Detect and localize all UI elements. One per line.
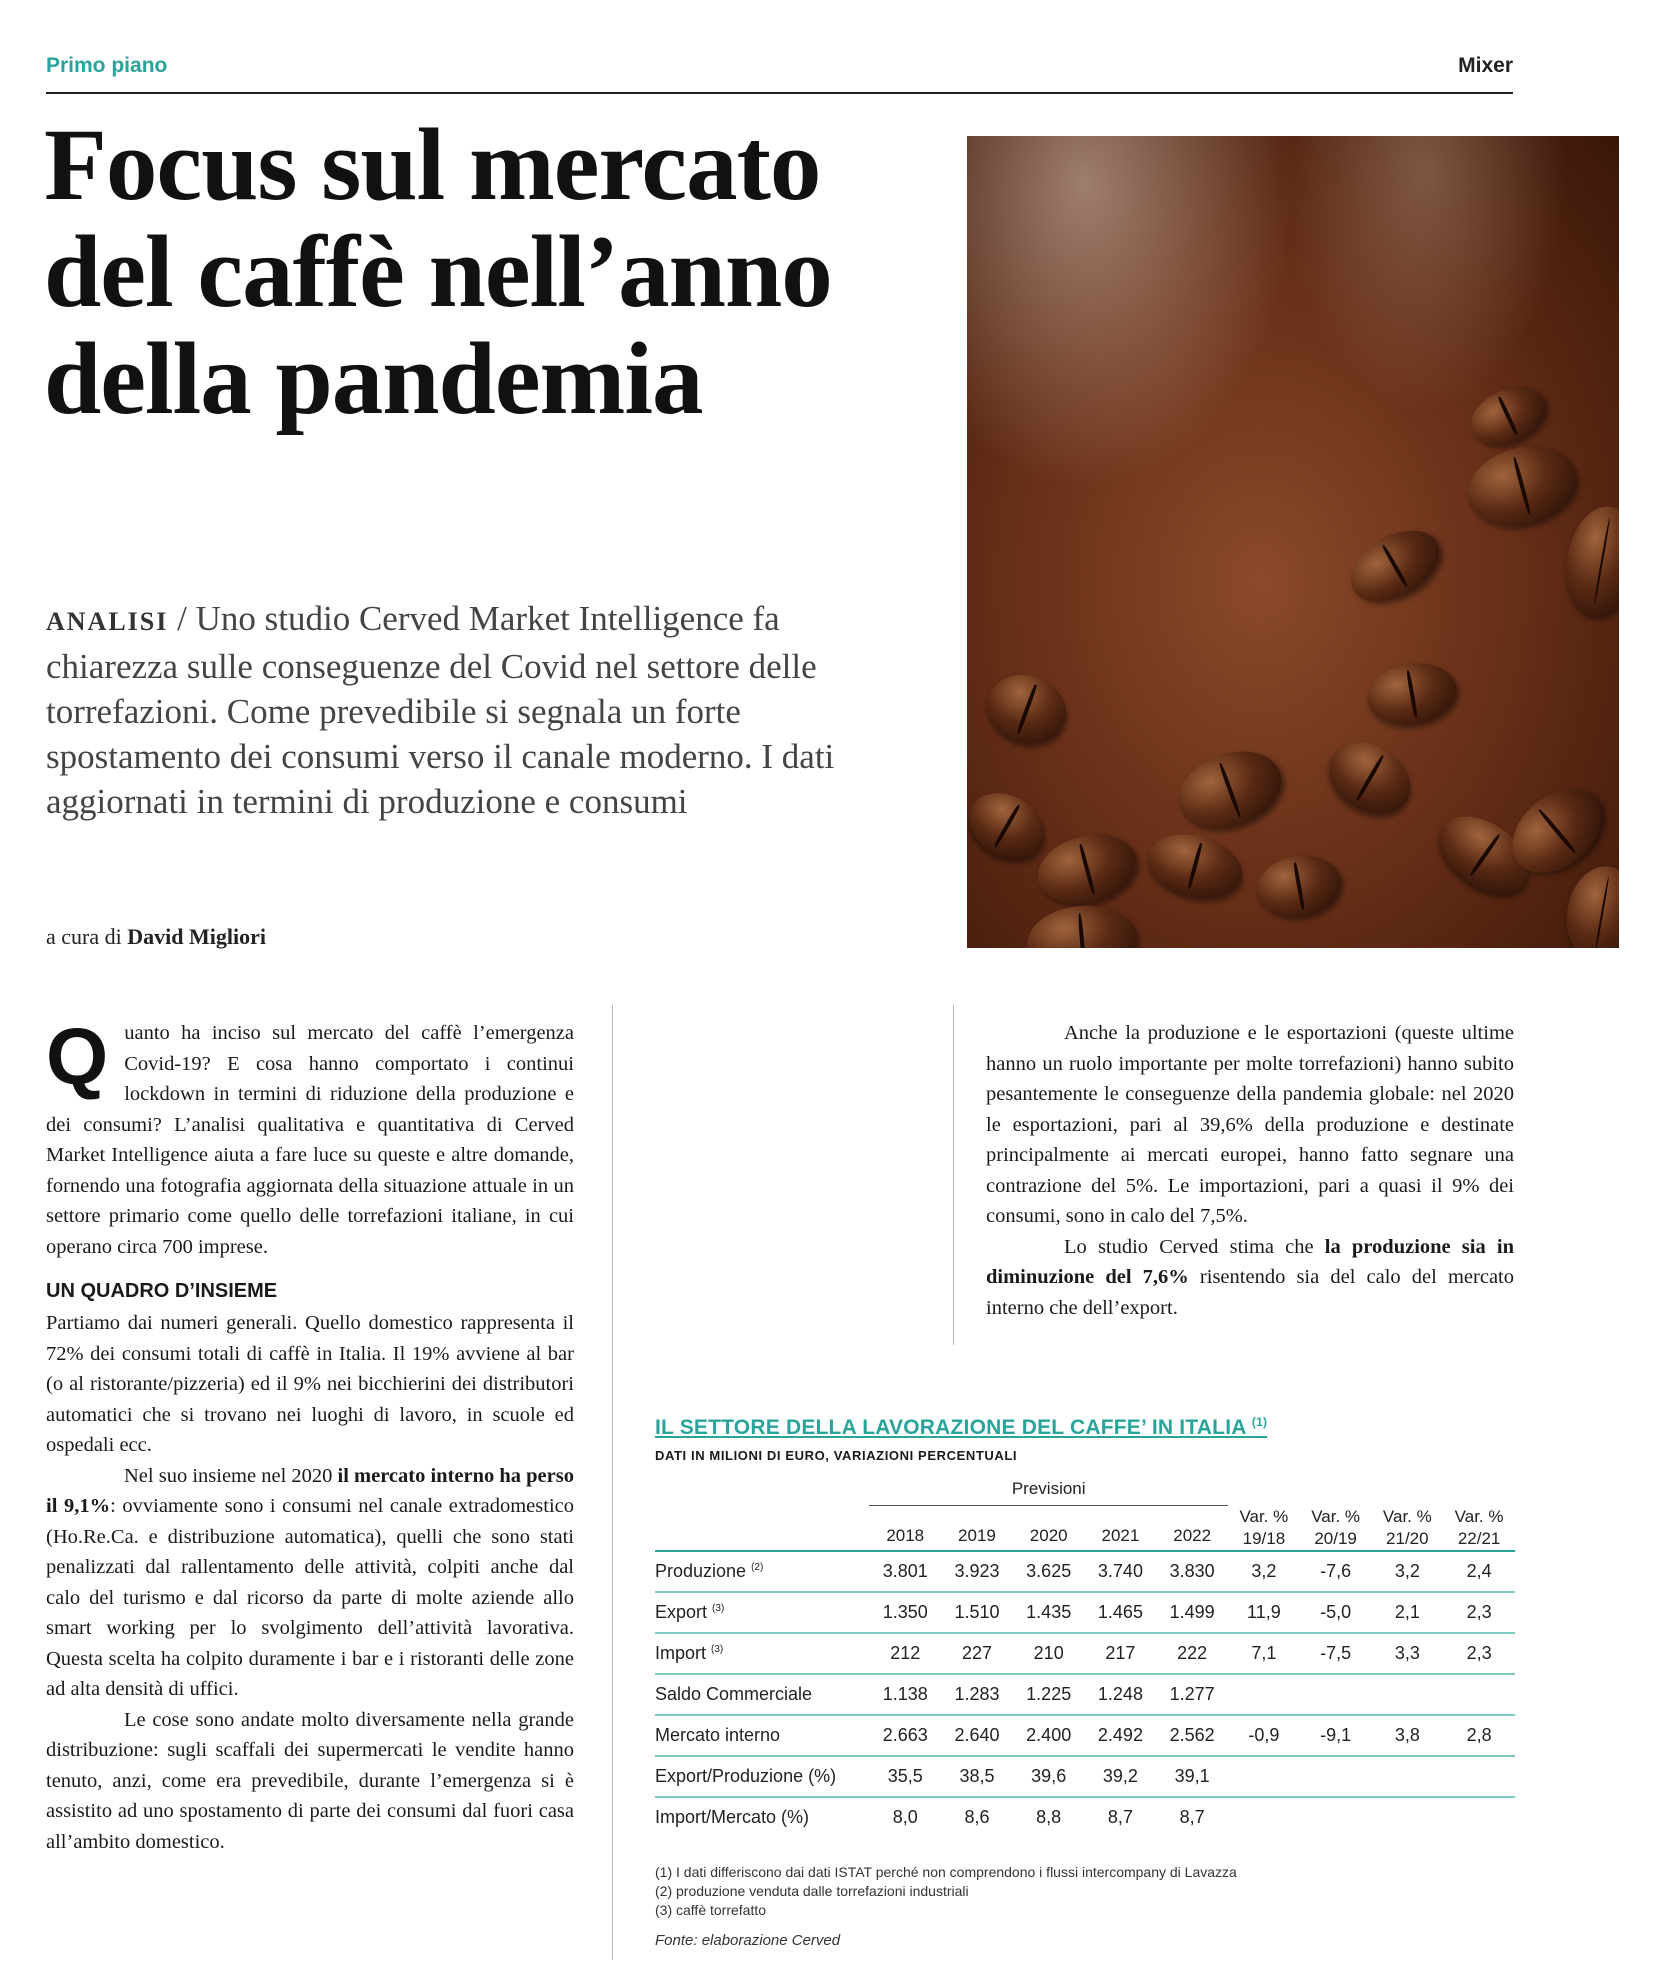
table-cell: 3.625 <box>1026 1561 1072 1581</box>
table-cell: 2.663 <box>882 1725 928 1745</box>
table-cell: 1.499 <box>1169 1602 1215 1622</box>
table-cell: -5,0 <box>1320 1602 1352 1622</box>
table-cell: 3,8 <box>1394 1725 1420 1745</box>
row-label <box>655 1592 869 1633</box>
previsioni-header: Previsioni <box>869 1479 1228 1506</box>
table-cell: 1.510 <box>954 1602 1000 1622</box>
paragraph: Partiamo dai numeri generali. Quello domestico rappresenta il 72% dei consumi totali di caffè in Italia. Il 19% avviene al bar (o al ristorante/pizzeria) ed il 9% nei bicchierini dei distributori automatici che si trovano nei luoghi di lavoro, in scuole ed ospedali ecc. <box>46 1312 574 1456</box>
table-note: (2) produzione venduta dalle torrefazioni industriali <box>655 1883 969 1899</box>
paragraph <box>986 1232 1514 1324</box>
byline-prefix: a cura di <box>46 924 128 949</box>
article-column-2 <box>986 1018 1514 1323</box>
paragraph: Anche la produzione e le esportazioni (queste ultime hanno un ruolo importante per molte torrefazioni) hanno subito pesantemente le conseguenze della pandemia globale: nel 2020 le esportazioni, pari al 39,6% della produzione e destinate principalmente ai mercati europei, hanno fatto segnare una contrazione del 5%. Le importazioni, pari a quasi il 9% dei consumi, sono in calo del 7,5%. <box>986 1022 1514 1227</box>
table-cell: 3.923 <box>954 1561 1000 1581</box>
table-cell: -9,1 <box>1320 1725 1352 1745</box>
table-title-note: (1) <box>1251 1415 1268 1429</box>
table-row <box>655 1592 1515 1633</box>
table-row <box>655 1633 1515 1674</box>
table-cell: 8,7 <box>1179 1807 1205 1827</box>
bold-run: la produzione sia in diminuzione del 7,6% <box>986 1235 1514 1288</box>
table-cell: 3,3 <box>1394 1643 1420 1663</box>
data-table <box>655 1479 1515 1837</box>
column-rule <box>612 1005 613 1960</box>
table-cell: 3.801 <box>882 1561 928 1581</box>
table-header-cell: Var. % 22/21 <box>1454 1507 1504 1548</box>
article-lede <box>46 596 846 824</box>
table-cell: 35,5 <box>887 1766 923 1786</box>
table-cell: 38,5 <box>959 1766 995 1786</box>
table-cell: 1.138 <box>882 1684 928 1704</box>
table-notes <box>655 1863 1515 1920</box>
paragraph: Le cose sono andate molto diversamente nella grande distribuzione: sugli scaffali dei supermercati le vendite hanno tenuto, anzi, come era prevedibile, durante l’emergenza si è assistito ad uno spostamento di parte dei consumi dal fuori casa all’ambito domestico. <box>46 1708 574 1853</box>
section-label: Primo piano <box>46 54 168 77</box>
bold-run: il mercato interno ha perso il 9,1% <box>46 1464 574 1517</box>
table-cell: 8,0 <box>892 1807 918 1827</box>
table-cell: 2,3 <box>1466 1643 1492 1663</box>
table-row <box>655 1551 1515 1592</box>
table-cell: 1.435 <box>1026 1602 1072 1622</box>
table-cell: 8,8 <box>1036 1807 1062 1827</box>
table-cell: 212 <box>890 1643 921 1663</box>
table-cell: 227 <box>961 1643 992 1663</box>
row-label <box>655 1797 869 1837</box>
table-cell: 7,1 <box>1251 1643 1277 1663</box>
row-label-text: Produzione <box>655 1561 747 1581</box>
drop-cap: Q <box>46 1012 109 1101</box>
text-run: Nel suo insieme nel 2020 <box>124 1464 338 1487</box>
row-label <box>655 1633 869 1674</box>
row-note: (2) <box>751 1562 764 1573</box>
row-label <box>655 1551 869 1592</box>
table-note: (3) caffè torrefatto <box>655 1902 767 1918</box>
lede-text: / Uno studio Cerved Market Intelligence fa chiarezza sulle conseguenze del Covid nel settore delle torrefazioni. Come prevedibile si segnala un forte spostamento dei consumi verso il canale moderno. I dati aggiornati in termini di produzione e consumi <box>46 599 835 821</box>
table-cell <box>1371 1797 1443 1837</box>
paragraph-intro: uanto ha inciso sul mercato del caffè l’emergenza Covid-19? E cosa hanno comportato i continui lockdown in termini di riduzione della produzione e dei consumi? L’analisi qualitativa e quantitativa di Cerved Market Intelligence aiuta a fare luce su queste e altre domande, fornendo una fotografia aggiornata della situazione attuale in un settore primario come quello delle torrefazioni italiane, in cui operano circa 700 imprese. <box>46 1022 574 1258</box>
table-cell: 8,7 <box>1107 1807 1133 1827</box>
table-note: (1) I dati differiscono dai dati ISTAT perché non comprendono i flussi intercompany di Lavazza <box>655 1864 1237 1880</box>
table-cell: 2.562 <box>1169 1725 1215 1745</box>
table-cell <box>1300 1674 1372 1715</box>
row-label-text: Import/Mercato (%) <box>655 1807 810 1827</box>
table-cell <box>1371 1674 1443 1715</box>
row-label <box>655 1674 869 1715</box>
table-cell: -0,9 <box>1248 1725 1280 1745</box>
table-cell: 2.492 <box>1097 1725 1143 1745</box>
table-header-cell: Var. % 21/20 <box>1382 1507 1432 1548</box>
table-header-cell: Var. % 20/19 <box>1311 1507 1361 1548</box>
table-header-cell: 2020 <box>1029 1526 1068 1545</box>
table-header-cell: Var. % 19/18 <box>1239 1507 1289 1548</box>
table-cell <box>1443 1797 1515 1837</box>
text-run: risentendo sia del calo del mercato interno che dell’export. <box>986 1266 1514 1319</box>
table-row <box>655 1674 1515 1715</box>
header-rule <box>46 92 1513 94</box>
table-cell: 11,9 <box>1247 1602 1281 1622</box>
table-cell: 210 <box>1033 1643 1064 1663</box>
table-cell: 1.225 <box>1026 1684 1072 1704</box>
table-cell: 1.248 <box>1097 1684 1143 1704</box>
table-corner <box>655 1479 869 1506</box>
table-cell: -7,6 <box>1320 1561 1352 1581</box>
row-label-text: Saldo Commerciale <box>655 1684 813 1704</box>
table-cell <box>1371 1756 1443 1797</box>
table-cell: 39,1 <box>1174 1766 1210 1786</box>
text-run: Lo studio Cerved stima che <box>1064 1235 1325 1258</box>
header-spacer <box>1228 1479 1515 1506</box>
article-column-1 <box>46 1012 574 1857</box>
table-subtitle: DATI IN MILIONI DI EURO, VARIAZIONI PERCENTUALI <box>655 1448 1018 1463</box>
table-cell <box>1443 1674 1515 1715</box>
table-cell <box>1228 1756 1300 1797</box>
table-cell <box>1228 1674 1300 1715</box>
table-cell: 1.465 <box>1097 1602 1143 1622</box>
row-label <box>655 1756 869 1797</box>
byline-author: David Migliori <box>127 924 266 949</box>
table-source: Fonte: elaborazione Cerved <box>655 1932 841 1949</box>
table-cell: 2,1 <box>1394 1602 1420 1622</box>
table-cell: 39,6 <box>1031 1766 1067 1786</box>
table-cell: 3.740 <box>1097 1561 1143 1581</box>
row-label-text: Export <box>655 1602 708 1622</box>
table-cell: 39,2 <box>1102 1766 1138 1786</box>
table-row <box>655 1797 1515 1837</box>
rubric-label: Mixer <box>1458 54 1513 77</box>
row-label-text: Import <box>655 1643 707 1663</box>
paragraph <box>46 1461 574 1705</box>
row-label-text: Export/Produzione (%) <box>655 1766 837 1786</box>
byline <box>46 924 266 950</box>
table-cell <box>1443 1756 1515 1797</box>
table-title <box>655 1408 1515 1442</box>
table-cell: 2,3 <box>1466 1602 1492 1622</box>
table-row <box>655 1715 1515 1756</box>
table-header-cell: 2019 <box>958 1526 996 1545</box>
coffee-photo <box>967 136 1619 948</box>
table-cell: 217 <box>1105 1643 1136 1663</box>
text-run: : ovviamente sono i consumi nel canale extradomestico (Ho.Re.Ca. e distribuzione automatica), quelli che sono stati penalizzati dal rallentamento delle attività, colpiti anche dal calo del turismo e dal ricorso da parte di molte aziende allo smart working per lo svolgimento dell’attività lavorativa. Questa scelta ha colpito duramente i bar e i ristoranti delle zone ad alta densità di uffici. <box>46 1495 574 1700</box>
column-rule <box>953 1005 954 1345</box>
table-header-cell: 2022 <box>1173 1526 1212 1545</box>
table-cell: 1.283 <box>954 1684 1000 1704</box>
table-cell <box>1228 1797 1300 1837</box>
table-row <box>655 1756 1515 1797</box>
section-subhead: UN QUADRO D’INSIEME <box>46 1280 278 1302</box>
table-cell <box>1300 1756 1372 1797</box>
table-header-cell <box>655 1506 869 1551</box>
table-cell: 3,2 <box>1394 1561 1420 1581</box>
row-label-text: Mercato interno <box>655 1725 781 1745</box>
table-cell: 3.830 <box>1169 1561 1215 1581</box>
table-cell: 3,2 <box>1251 1561 1277 1581</box>
table-cell <box>1300 1797 1372 1837</box>
table-header-cell: 2018 <box>886 1526 925 1545</box>
table-cell: 2.400 <box>1026 1725 1072 1745</box>
table-cell: 2,8 <box>1466 1725 1492 1745</box>
row-note: (3) <box>711 1644 724 1655</box>
table-cell: 2.640 <box>954 1725 1000 1745</box>
row-label <box>655 1715 869 1756</box>
table-header-cell: 2021 <box>1101 1526 1140 1545</box>
table-cell: 2,4 <box>1466 1561 1492 1581</box>
table-cell: -7,5 <box>1320 1643 1352 1663</box>
table-cell: 222 <box>1177 1643 1208 1663</box>
table-title-text: IL SETTORE DELLA LAVORAZIONE DEL CAFFE’ IN ITALIA <box>655 1416 1246 1439</box>
data-table-block <box>655 1408 1515 1949</box>
table-cell: 1.277 <box>1169 1684 1215 1704</box>
row-note: (3) <box>712 1603 725 1614</box>
table-cell: 1.350 <box>882 1602 928 1622</box>
article-title: Focus sul mercato del caffè nell’anno della pandemia <box>44 108 832 436</box>
table-cell: 8,6 <box>964 1807 990 1827</box>
lede-kicker: ANALISI <box>46 607 169 636</box>
table-header-row <box>655 1506 1515 1551</box>
